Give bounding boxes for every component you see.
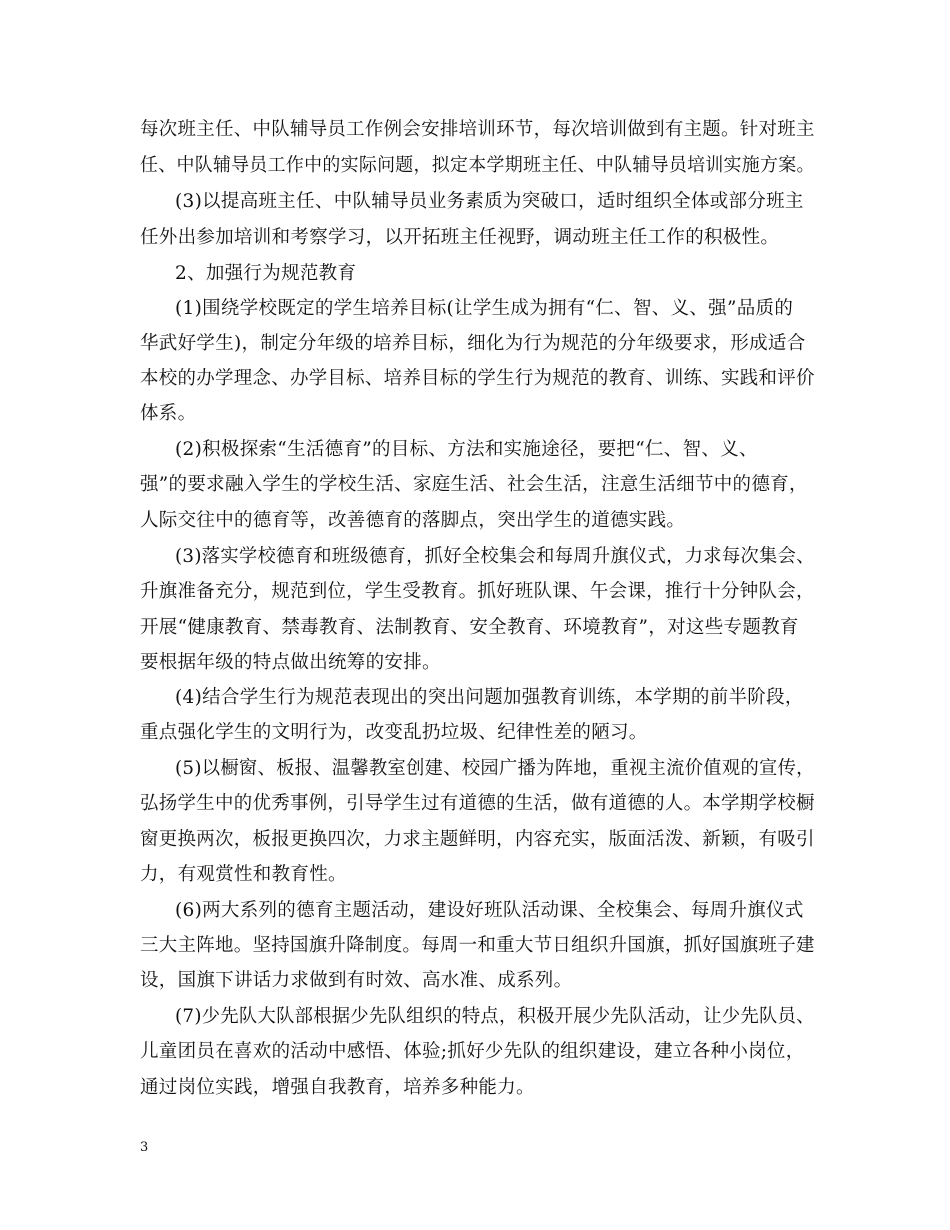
text-line: 开展“健康教育、禁毒教育、法制教育、安全教育、环境教育”，对这些专题教育: [140, 617, 799, 638]
text-line: 力，有观赏性和教育性。: [140, 864, 347, 885]
text-line: (4)结合学生行为规范表现出的突出问题加强教育训练，本学期的前半阶段，: [175, 687, 804, 708]
page-number: 3: [140, 1140, 149, 1155]
text-line: 三大主阵地。坚持国旗升降制度。每周一和重大节日组织升国旗，抓好国旗班子建: [140, 935, 815, 956]
text-line: 设，国旗下讲话力求做到有时效、高水准、成系列。: [140, 970, 573, 991]
text-line: 任、中队辅导员工作中的实际问题，拟定本学期班主任、中队辅导员培训实施方案。: [140, 155, 815, 176]
text-line: 强”的要求融入学生的学校生活、家庭生活、社会生活，注意生活细节中的德育，: [140, 474, 808, 495]
text-line: (1)围绕学校既定的学生培养目标(让学生成为拥有“仁、智、义、强”品质的: [175, 298, 794, 319]
text-line: 体系。: [140, 403, 197, 424]
section-heading: 2、加强行为规范教育: [175, 263, 357, 284]
text-line: 本校的办学理念、办学目标、培养目标的学生行为规范的教育、训练、实践和评价: [140, 368, 815, 389]
text-line: 儿童团员在喜欢的活动中感悟、体验;抓好少先队的组织建设，建立各种小岗位，: [140, 1041, 805, 1062]
text-line: 任外出参加培训和考察学习，以开拓班主任视野，调动班主任工作的积极性。: [140, 227, 780, 248]
text-line: (7)少先队大队部根据少先队组织的特点，积极开展少先队活动，让少先队员、: [175, 1006, 815, 1027]
text-line: 人际交往中的德育等，改善德育的落脚点，突出学生的道德实践。: [140, 510, 686, 531]
text-line: 通过岗位实践，增强自我教育，培养多种能力。: [140, 1077, 535, 1098]
text-line: (5)以橱窗、板报、温馨教室创建、校园广播为阵地，重视主流价值观的宣传，: [175, 758, 815, 779]
text-line: 重点强化学生的文明行为，改变乱扔垃圾、纪律性差的陋习。: [140, 722, 648, 743]
text-line: 窗更换两次，板报更换四次，力求主题鲜明，内容充实，版面活泼、新颖，有吸引: [140, 829, 815, 850]
text-line: 每次班主任、中队辅导员工作例会安排培训环节，每次培训做到有主题。针对班主: [140, 119, 815, 140]
text-line: 升旗准备充分，规范到位，学生受教育。抓好班队课、午会课，推行十分钟队会，: [140, 581, 815, 602]
text-line: (6)两大系列的德育主题活动，建设好班队活动课、全校集会、每周升旗仪式: [175, 900, 804, 921]
text-line: (2)积极探索“生活德育”的目标、方法和实施途径，要把“仁、智、义、: [175, 439, 758, 460]
text-line: 弘扬学生中的优秀事例，引导学生过有道德的生活，做有道德的人。本学期学校橱: [140, 793, 815, 814]
text-line: (3)落实学校德育和班级德育，抓好全校集会和每周升旗仪式，力求每次集会、: [175, 546, 815, 567]
text-line: 要根据年级的特点做出统筹的安排。: [140, 652, 441, 673]
text-line: (3)以提高班主任、中队辅导员业务素质为突破口，适时组织全体或部分班主: [175, 191, 804, 212]
text-line: 华武好学生)，制定分年级的培养目标，细化为行为规范的分年级要求，形成适合: [140, 333, 806, 354]
